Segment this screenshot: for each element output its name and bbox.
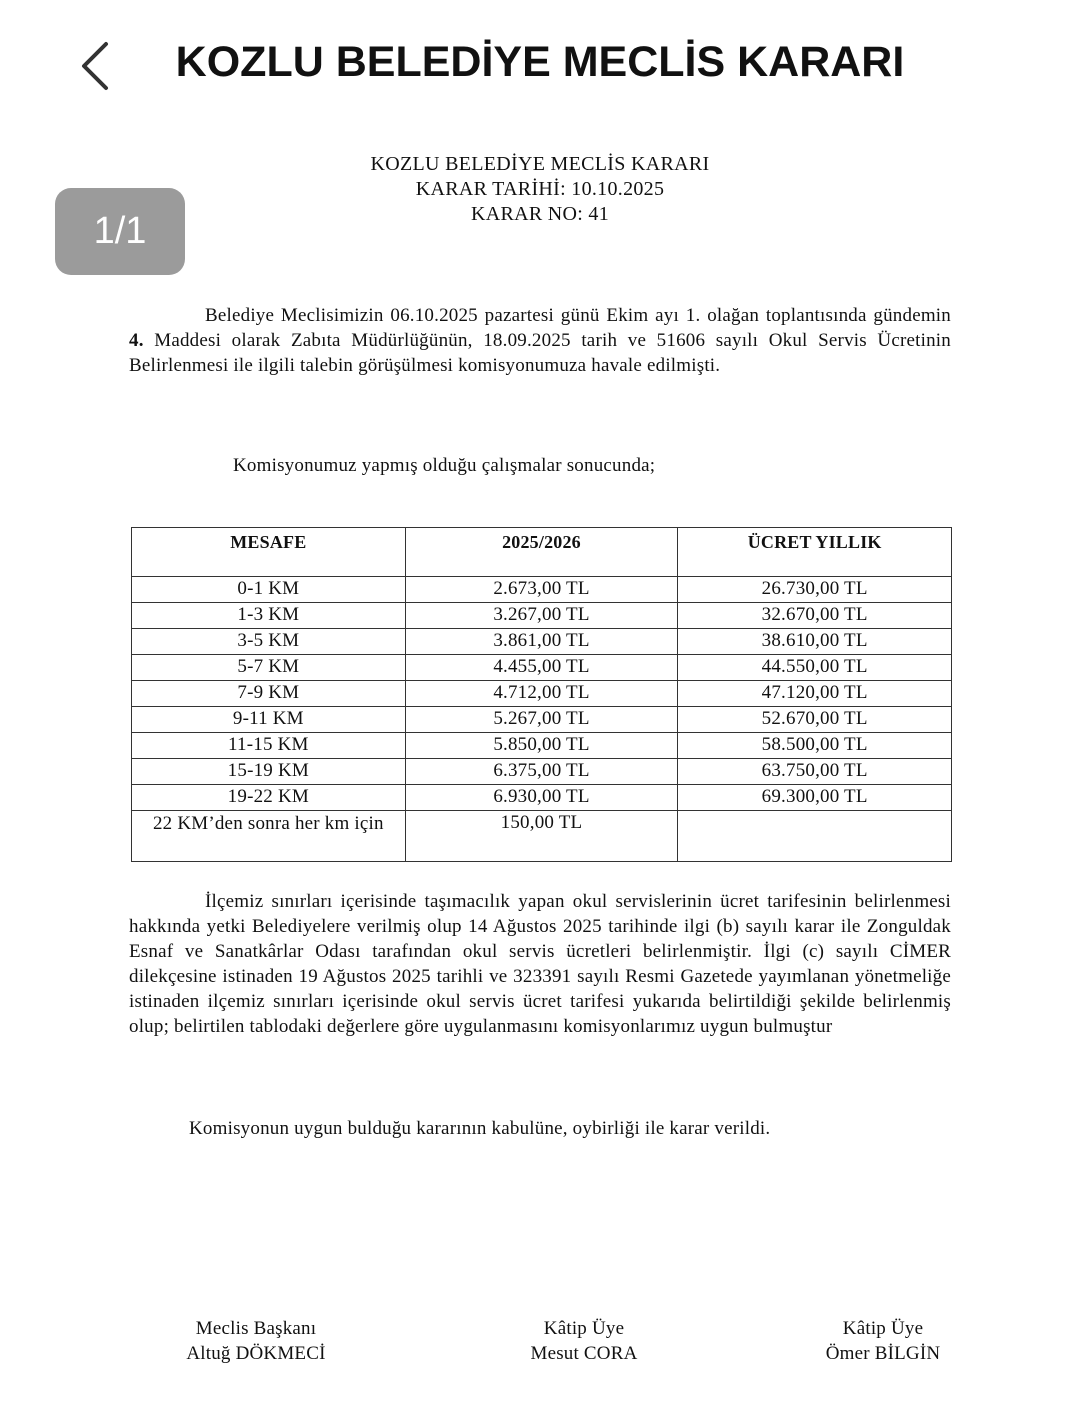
- signature-role: Meclis Başkanı: [195, 1318, 317, 1339]
- yearly-cell: 32.670,00 TL: [678, 603, 952, 629]
- distance-cell: 22 KM’den sonra her km için: [132, 811, 406, 862]
- signature-name: Ömer BİLGİN: [825, 1343, 941, 1364]
- page-indicator-badge: 1/1: [55, 188, 185, 275]
- table-row: [132, 759, 952, 785]
- signature-name: Mesut CORA: [530, 1343, 638, 1364]
- signature-name: Altuğ DÖKMECİ: [186, 1343, 326, 1364]
- yearly-cell: 58.500,00 TL: [678, 733, 952, 759]
- table-row: [132, 655, 952, 681]
- top-bar: [0, 0, 1080, 130]
- fee-cell: 5.850,00 TL: [405, 733, 678, 759]
- header-distance: MESAFE: [132, 528, 406, 577]
- yearly-cell: 63.750,00 TL: [678, 759, 952, 785]
- header-date: KARAR TARİHİ: 10.10.2025: [415, 178, 665, 200]
- yearly-cell: 47.120,00 TL: [678, 681, 952, 707]
- table-row: [132, 785, 952, 811]
- signature-role: Kâtip Üye: [842, 1318, 924, 1339]
- fee-cell: 2.673,00 TL: [405, 577, 678, 603]
- yearly-cell: 69.300,00 TL: [678, 785, 952, 811]
- table-row: [132, 707, 952, 733]
- fee-cell: 6.375,00 TL: [405, 759, 678, 785]
- fee-cell: 4.455,00 TL: [405, 655, 678, 681]
- distance-cell: 3-5 KM: [132, 629, 406, 655]
- header-fee: 2025/2026: [405, 528, 678, 577]
- fee-cell: 150,00 TL: [405, 811, 678, 862]
- fee-cell: 4.712,00 TL: [405, 681, 678, 707]
- intro-item-number: 4.: [129, 330, 144, 351]
- header-title: KOZLU BELEDİYE MECLİS KARARI: [370, 153, 710, 175]
- table-row: [132, 603, 952, 629]
- distance-cell: 9-11 KM: [132, 707, 406, 733]
- intro-paragraph: [129, 303, 951, 378]
- body-text: İlçemiz sınırları içerisinde taşımacılık yapan okul servislerinin ücret tarifesinin belirlenmesi hakkında yetki Belediyelere verilmiş olup 14 Ağustos 2025 tarihinde ilgi (b) sayılı karar ile Zonguldak Esnaf ve Sanatkârlar Odası tarafından okul servis ücretleri belirlenmiştir. İlgi (c) sayılı CİMER dilekçesine istinaden 19 Ağustos 2025 tarihli ve 323391 sayılı Resmi Gazetede yayımlanan yönetmeliğe istinaden ilçemiz sınırları içerisinde okul servis ücret tarifesi yukarıda belirtildiği şekilde belirlenmiş olup; belirtilen tablodaki değerlere göre uygulanmasını komisyonlarımız uygun bulmuştur: [129, 891, 951, 1037]
- yearly-cell: [678, 811, 952, 862]
- yearly-cell: 44.550,00 TL: [678, 655, 952, 681]
- yearly-cell: 52.670,00 TL: [678, 707, 952, 733]
- distance-cell: 1-3 KM: [132, 603, 406, 629]
- header-yearly: ÜCRET YILLIK: [678, 528, 952, 577]
- fee-table: [131, 527, 952, 862]
- commission-line: Komisyonumuz yapmış olduğu çalışmalar sonucunda;: [233, 455, 656, 476]
- intro-text-2: Maddesi olarak Zabıta Müdürlüğünün, 18.09.2025 tarih ve 51606 sayılı Okul Servis Ücretinin Belirlenmesi ile ilgili talebin görüşülmesi komisyonumuza havale edilmişti.: [129, 330, 951, 376]
- table-row: [132, 629, 952, 655]
- signature-clerk-1: [484, 1316, 684, 1366]
- table-header-row: [132, 528, 952, 577]
- distance-cell: 19-22 KM: [132, 785, 406, 811]
- header-number: KARAR NO: 41: [470, 203, 610, 225]
- app-title: KOZLU BELEDİYE MECLİS KARARI: [175, 38, 905, 86]
- signature-role: Kâtip Üye: [543, 1318, 625, 1339]
- table-row: [132, 733, 952, 759]
- fee-cell: 3.861,00 TL: [405, 629, 678, 655]
- signature-clerk-2: [783, 1316, 983, 1366]
- fee-cell: 5.267,00 TL: [405, 707, 678, 733]
- document-header: [0, 152, 1080, 227]
- distance-cell: 5-7 KM: [132, 655, 406, 681]
- distance-cell: 7-9 KM: [132, 681, 406, 707]
- yearly-cell: 38.610,00 TL: [678, 629, 952, 655]
- signature-chairman: [156, 1316, 356, 1366]
- distance-cell: 15-19 KM: [132, 759, 406, 785]
- distance-cell: 11-15 KM: [132, 733, 406, 759]
- distance-cell: 0-1 KM: [132, 577, 406, 603]
- body-paragraph: [129, 889, 951, 1039]
- decision-line: Komisyonun uygun bulduğu kararının kabulüne, oybirliği ile karar verildi.: [189, 1118, 771, 1139]
- yearly-cell: 26.730,00 TL: [678, 577, 952, 603]
- table-row: [132, 577, 952, 603]
- table-row-extra-km: [132, 811, 952, 862]
- fee-cell: 6.930,00 TL: [405, 785, 678, 811]
- fee-cell: 3.267,00 TL: [405, 603, 678, 629]
- intro-text-1: Belediye Meclisimizin 06.10.2025 pazartesi günü Ekim ayı 1. olağan toplantısında gündemin: [205, 305, 951, 326]
- table-row: [132, 681, 952, 707]
